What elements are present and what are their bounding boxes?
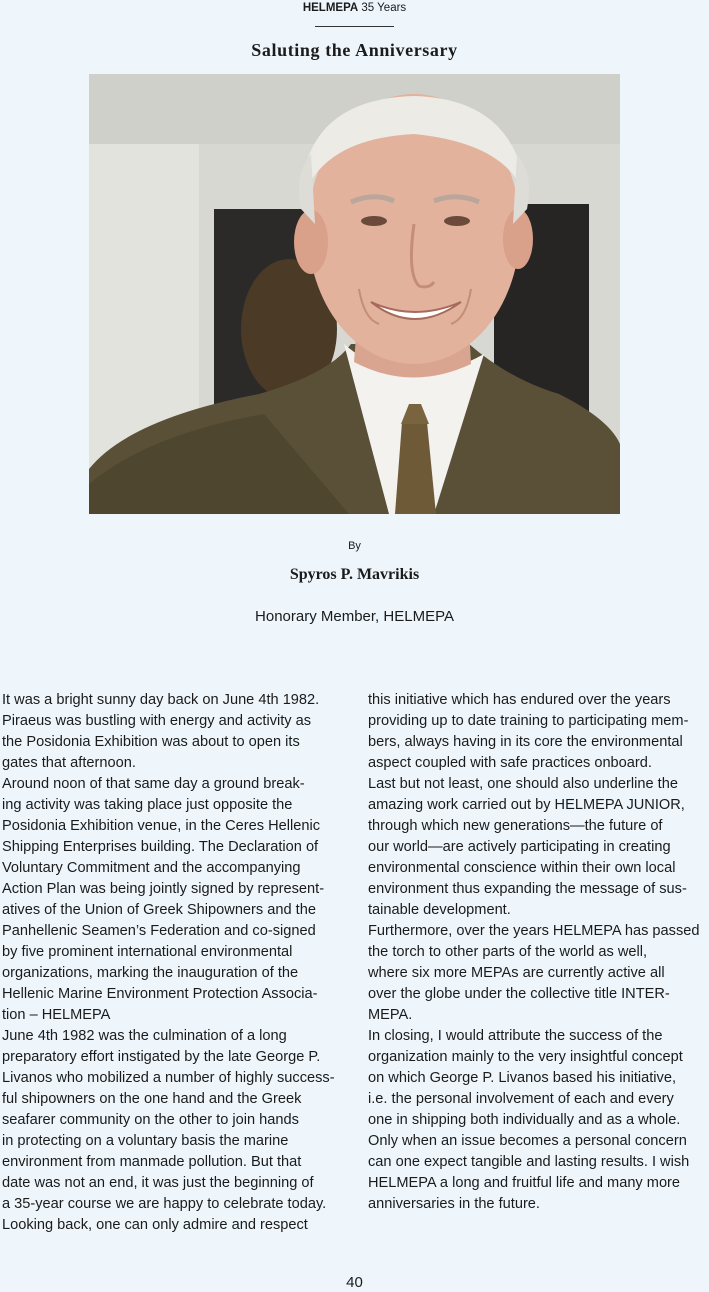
body-line: this initiative which has endured over the years [368, 692, 671, 708]
body-line: tainable development. [368, 902, 511, 918]
body-line: organization mainly to the very insightful concept [368, 1049, 683, 1065]
body-line: tion – HELMEPA [2, 1007, 111, 1023]
body-line: our world—are actively participating in creating [368, 839, 671, 855]
body-line: Posidonia Exhibition venue, in the Ceres Hellenic [2, 818, 321, 834]
body-line: seafarer community on the other to join hands [2, 1112, 299, 1128]
body-line: i.e. the personal involvement of each and every [368, 1091, 674, 1107]
body-line: date was not an end, it was just the beginning of [2, 1175, 314, 1191]
body-line: one in shipping both individually and as a whole. [368, 1112, 681, 1128]
body-line: providing up to date training to participating mem- [368, 713, 689, 729]
body-line: organizations, marking the inauguration of the [2, 965, 299, 981]
body-line: Looking back, one can only admire and respect [2, 1217, 308, 1233]
body-line: Around noon of that same day a ground break- [2, 776, 305, 792]
body-line: It was a bright sunny day back on June 4th 1982. [2, 692, 320, 708]
body-line: ing activity was taking place just opposite the [2, 797, 293, 813]
body-line: through which new generations—the future of [368, 818, 663, 834]
body-line: environmental conscience within their own local [368, 860, 676, 876]
body-line: June 4th 1982 was the culmination of a long [2, 1028, 287, 1044]
header-brand: HELMEPA [302, 2, 359, 14]
body-line: by five prominent international environmental [2, 944, 293, 960]
body-line: over the globe under the collective title INTER- [368, 986, 670, 1002]
header-subtitle: 35 Years [361, 2, 407, 14]
body-line: HELMEPA a long and fruitful life and many more [368, 1175, 681, 1191]
body-line: a 35-year course we are happy to celebrate today. [2, 1196, 327, 1212]
body-line: Last but not least, one should also underline the [368, 776, 678, 792]
body-line: the Posidonia Exhibition was about to open its [2, 734, 300, 750]
body-line: gates that afternoon. [2, 755, 136, 771]
body-line: can one expect tangible and lasting results. I wish [368, 1154, 690, 1170]
body-line: Hellenic Marine Environment Protection Associa- [2, 986, 318, 1002]
body-line: Action Plan was being jointly signed by represent- [2, 881, 325, 897]
article-title: Saluting the Anniversary [251, 40, 458, 60]
header-divider [315, 26, 394, 27]
body-line: In closing, I would attribute the success of the [368, 1028, 663, 1044]
body-line: Voluntary Commitment and the accompanying [2, 860, 301, 876]
author-portrait-photo [89, 74, 620, 514]
body-line: bers, always having in its core the environmental [368, 734, 683, 750]
author-role: Honorary Member, HELMEPA [255, 608, 454, 625]
body-line: aspect coupled with safe practices onboard. [368, 755, 652, 771]
body-line: Piraeus was bustling with energy and activity as [2, 713, 312, 729]
body-line: Furthermore, over the years HELMEPA has passed [368, 923, 700, 939]
body-line: Livanos who mobilized a number of highly success- [2, 1070, 335, 1086]
running-header [0, 0, 709, 16]
body-line: preparatory effort instigated by the late George P. [2, 1049, 321, 1065]
author-name: Spyros P. Mavrikis [289, 566, 420, 583]
body-line: in protecting on a voluntary basis the marine [2, 1133, 289, 1149]
body-line: Panhellenic Seamen’s Federation and co-signed [2, 923, 316, 939]
body-line: atives of the Union of Greek Shipowners and the [2, 902, 316, 918]
body-line: Shipping Enterprises building. The Declaration of [2, 839, 319, 855]
body-line: environment from manmade pollution. But that [2, 1154, 302, 1170]
body-line: where six more MEPAs are currently active all [368, 965, 665, 981]
body-line: Only when an issue becomes a personal concern [368, 1133, 687, 1149]
body-line: the torch to other parts of the world as well, [368, 944, 648, 960]
byline-label: By [348, 540, 361, 552]
body-line: environment thus expanding the message of sus- [368, 881, 687, 897]
article-column-left [2, 690, 335, 1236]
page-number: 40 [346, 1274, 363, 1291]
body-line: MEPA. [368, 1007, 413, 1023]
body-line: anniversaries in the future. [368, 1196, 540, 1212]
body-line: on which George P. Livanos based his initiative, [368, 1070, 677, 1086]
body-line: amazing work carried out by HELMEPA JUNIOR, [368, 797, 685, 813]
body-line: ful shipowners on the one hand and the Greek [2, 1091, 302, 1107]
article-column-right [368, 690, 699, 1215]
